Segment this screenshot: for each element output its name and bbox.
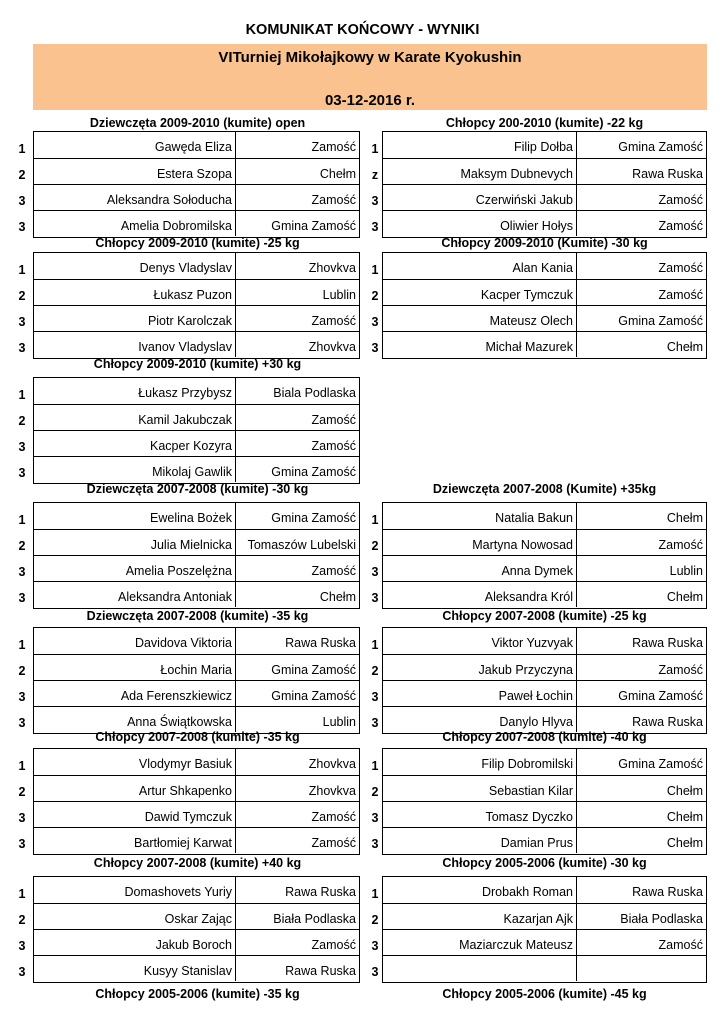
competitor-name: Ivanov Vladyslav	[34, 332, 236, 357]
club-name: Zamość	[658, 663, 703, 677]
results-table	[33, 502, 360, 609]
club-name	[577, 956, 706, 981]
competitor-name: Damian Prus	[383, 828, 577, 853]
club-name: Zhovkva	[308, 261, 356, 275]
club-name: Gmina Zamość	[618, 757, 703, 771]
results-table	[33, 627, 360, 734]
results-table	[33, 377, 360, 484]
place-number: 2	[18, 785, 26, 799]
club-name: Tomaszów Lubelski	[247, 538, 356, 552]
club-name: Zamość	[311, 836, 356, 850]
tournament-name: VITurniej Mikołajkowy w Karate Kyokushin	[218, 49, 522, 66]
competitor-name: Łukasz Puzon	[34, 280, 236, 305]
club-name: Rawa Ruska	[285, 964, 356, 978]
club-name: Chełm	[666, 810, 703, 824]
competitor-name: Tomasz Dyczko	[383, 802, 577, 827]
category-heading: Chłopcy 2005-2006 (kumite) -35 kg	[95, 987, 300, 1001]
club-name: Chełm	[319, 167, 356, 181]
competitor-name: Amelia Poszelężna	[34, 556, 236, 581]
place-number: 2	[18, 913, 26, 927]
club-name: Zamość	[658, 538, 703, 552]
table-row	[34, 749, 359, 775]
place-number: 3	[18, 965, 26, 979]
club-name: Gmina Zamość	[271, 219, 356, 233]
category-heading: Chłopcy 2005-2006 (kumite) -30 kg	[442, 856, 647, 870]
competitor-name: Kacper Kozyra	[34, 431, 236, 456]
results-table	[382, 627, 707, 734]
place-number: 1	[18, 513, 26, 527]
club-name: Zamość	[311, 314, 356, 328]
place-number: 2	[371, 664, 379, 678]
table-row	[383, 158, 706, 184]
club-name: Lublin	[322, 715, 356, 729]
category-heading: Dziewczęta 2007-2008 (kumite) -35 kg	[86, 609, 309, 623]
competitor-name: Danylo Hlyva	[383, 707, 577, 732]
place-number: 3	[18, 220, 26, 234]
competitor-name: Vlodymyr Basiuk	[34, 749, 236, 775]
table-row	[383, 827, 706, 853]
club-name: Zamość	[311, 938, 356, 952]
place-number: 3	[18, 315, 26, 329]
table-row	[34, 775, 359, 801]
club-name: Lublin	[322, 288, 356, 302]
table-row	[34, 305, 359, 331]
club-name: Zamość	[311, 564, 356, 578]
club-name: Gmina Zamość	[271, 511, 356, 525]
place-number: 3	[371, 315, 379, 329]
table-row	[383, 503, 706, 529]
table-row	[383, 132, 706, 158]
club-name: Zamość	[658, 288, 703, 302]
place-number: 3	[18, 440, 26, 454]
club-name: Rawa Ruska	[632, 715, 703, 729]
club-name: Zamość	[658, 261, 703, 275]
table-row	[383, 555, 706, 581]
table-row	[34, 529, 359, 555]
competitor-name: Ewelina Bożek	[34, 503, 236, 529]
tournament-date: 03-12-2016 r.	[324, 92, 416, 109]
place-number: 1	[371, 887, 379, 901]
table-row	[34, 456, 359, 482]
place-number: 1	[18, 759, 26, 773]
club-name: Zamość	[658, 193, 703, 207]
competitor-name: Mateusz Olech	[383, 306, 577, 331]
club-name: Gmina Zamość	[618, 140, 703, 154]
table-row	[383, 305, 706, 331]
results-table	[382, 748, 707, 855]
table-row	[34, 654, 359, 680]
club-name: Zhovkva	[308, 784, 356, 798]
club-name: Rawa Ruska	[285, 885, 356, 899]
table-row	[34, 378, 359, 404]
table-row	[383, 749, 706, 775]
table-row	[34, 903, 359, 929]
competitor-name: Viktor Yuzvyak	[383, 628, 577, 654]
table-row	[383, 279, 706, 305]
competitor-name: Aleksandra Sołoducha	[34, 185, 236, 210]
competitor-name: Bartłomiej Karwat	[34, 828, 236, 853]
results-table	[382, 502, 707, 609]
place-number: 2	[18, 414, 26, 428]
competitor-name: Aleksandra Antoniak	[34, 582, 236, 607]
club-name: Chełm	[666, 590, 703, 604]
competitor-name: Michał Mazurek	[383, 332, 577, 357]
club-name: Biała Podlaska	[620, 912, 703, 926]
category-heading: Chłopcy 2007-2008 (kumite) -25 kg	[442, 609, 647, 623]
place-number: 1	[18, 638, 26, 652]
competitor-name: Julia Mielnicka	[34, 530, 236, 555]
table-row	[34, 331, 359, 357]
place-number: 3	[18, 466, 26, 480]
place-number: 3	[371, 965, 379, 979]
competitor-name: Oskar Zając	[34, 904, 236, 929]
table-row	[383, 929, 706, 955]
competitor-name: Artur Shkapenko	[34, 776, 236, 801]
table-row	[383, 775, 706, 801]
place-number: 2	[371, 289, 379, 303]
place-number: 1	[371, 759, 379, 773]
competitor-name: Anna Dymek	[383, 556, 577, 581]
competitor-name: Piotr Karolczak	[34, 306, 236, 331]
table-row	[383, 210, 706, 236]
competitor-name: Kazarjan Ajk	[383, 904, 577, 929]
table-row	[34, 628, 359, 654]
club-name: Chełm	[666, 784, 703, 798]
competitor-name: Sebastian Kilar	[383, 776, 577, 801]
place-number: 2	[18, 539, 26, 553]
table-row	[34, 158, 359, 184]
table-row	[34, 955, 359, 981]
place-number: 3	[18, 837, 26, 851]
table-row	[34, 877, 359, 903]
place-number: 3	[18, 939, 26, 953]
place-number: 3	[18, 565, 26, 579]
club-name: Zamość	[658, 219, 703, 233]
place-number: 1	[18, 263, 26, 277]
table-row	[383, 331, 706, 357]
club-name: Gmina Zamość	[618, 314, 703, 328]
club-name: Chełm	[319, 590, 356, 604]
club-name: Rawa Ruska	[632, 636, 703, 650]
table-row	[34, 253, 359, 279]
category-heading: Dziewczęta 2007-2008 (kumite) -30 kg	[86, 482, 309, 496]
competitor-name: Alan Kania	[383, 253, 577, 279]
table-row	[34, 555, 359, 581]
category-heading: Chłopcy 2005-2006 (kumite) -45 kg	[442, 987, 647, 1001]
place-number: 3	[18, 341, 26, 355]
competitor-name: Dawid Tymczuk	[34, 802, 236, 827]
club-name: Lublin	[669, 564, 703, 578]
table-row	[34, 929, 359, 955]
table-row	[383, 801, 706, 827]
place-number: 2	[371, 539, 379, 553]
club-name: Rawa Ruska	[632, 885, 703, 899]
competitor-name: Martyna Nowosad	[383, 530, 577, 555]
place-number: 3	[371, 811, 379, 825]
competitor-name: Filip Dobromilski	[383, 749, 577, 775]
results-table	[382, 131, 707, 238]
results-table	[33, 252, 360, 359]
place-number: 3	[18, 690, 26, 704]
place-number: 3	[371, 837, 379, 851]
table-row	[383, 680, 706, 706]
table-row	[34, 132, 359, 158]
competitor-name: Kamil Jakubczak	[34, 405, 236, 430]
table-row	[383, 654, 706, 680]
club-name: Rawa Ruska	[285, 636, 356, 650]
place-number: z	[371, 168, 379, 182]
results-table	[382, 252, 707, 359]
competitor-name: Łukasz Przybysz	[34, 378, 236, 404]
place-number: 1	[371, 142, 379, 156]
competitor-name: Maksym Dubnevych	[383, 159, 577, 184]
competitor-name: Gawęda Eliza	[34, 132, 236, 158]
club-name: Zamość	[311, 810, 356, 824]
table-row	[34, 210, 359, 236]
table-row	[34, 801, 359, 827]
place-number: 1	[18, 142, 26, 156]
competitor-name: Kusyy Stanislav	[34, 956, 236, 981]
table-row	[34, 184, 359, 210]
club-name: Zamość	[311, 140, 356, 154]
competitor-name: Denys Vladyslav	[34, 253, 236, 279]
competitor-name: Domashovets Yuriy	[34, 877, 236, 903]
competitor-name: Oliwier Hołys	[383, 211, 577, 236]
place-number: 3	[18, 194, 26, 208]
place-number: 2	[18, 168, 26, 182]
club-name: Rawa Ruska	[632, 167, 703, 181]
club-name: Chełm	[666, 511, 703, 525]
competitor-name: Maziarczuk Mateusz	[383, 930, 577, 955]
results-table	[382, 876, 707, 983]
place-number: 3	[371, 341, 379, 355]
place-number: 3	[18, 811, 26, 825]
category-heading: Chłopcy 2009-2010 (kumite) +30 kg	[93, 357, 302, 371]
club-name: Biała Podlaska	[273, 912, 356, 926]
category-heading: Chłopcy 200-2010 (kumite) -22 kg	[445, 116, 644, 130]
table-row	[383, 706, 706, 732]
table-row	[34, 680, 359, 706]
club-name: Zamość	[311, 439, 356, 453]
competitor-name: Ada Ferenszkiewicz	[34, 681, 236, 706]
competitor-name: Jakub Boroch	[34, 930, 236, 955]
competitor-name: Czerwiński Jakub	[383, 185, 577, 210]
place-number: 2	[18, 664, 26, 678]
table-row	[34, 430, 359, 456]
category-heading: Chłopcy 2009-2010 (kumite) -25 kg	[95, 236, 300, 250]
place-number: 1	[18, 887, 26, 901]
table-row	[383, 628, 706, 654]
table-row	[34, 827, 359, 853]
competitor-name: Kacper Tymczuk	[383, 280, 577, 305]
table-row	[34, 706, 359, 732]
place-number: 3	[371, 565, 379, 579]
table-row	[383, 903, 706, 929]
competitor-name: Łochin Maria	[34, 655, 236, 680]
results-table	[33, 748, 360, 855]
place-number: 2	[371, 913, 379, 927]
table-row	[34, 581, 359, 607]
table-row	[383, 877, 706, 903]
competitor-name: Drobakh Roman	[383, 877, 577, 903]
table-row	[34, 279, 359, 305]
table-row	[34, 404, 359, 430]
club-name: Gmina Zamość	[271, 663, 356, 677]
club-name: Chełm	[666, 836, 703, 850]
table-row	[383, 581, 706, 607]
competitor-name: Jakub Przyczyna	[383, 655, 577, 680]
competitor-name: Estera Szopa	[34, 159, 236, 184]
place-number: 1	[371, 513, 379, 527]
place-number: 3	[371, 194, 379, 208]
competitor-name: Mikolaj Gawlik	[34, 457, 236, 482]
category-heading: Chłopcy 2007-2008 (kumite) -35 kg	[95, 730, 300, 744]
competitor-name: Amelia Dobromilska	[34, 211, 236, 236]
club-name: Gmina Zamość	[271, 465, 356, 479]
club-name: Gmina Zamość	[618, 689, 703, 703]
club-name: Zamość	[311, 413, 356, 427]
competitor-name: Anna Świątkowska	[34, 707, 236, 732]
place-number: 3	[371, 716, 379, 730]
category-heading: Dziewczęta 2009-2010 (kumite) open	[89, 116, 306, 130]
club-name: Chełm	[666, 340, 703, 354]
competitor-name: Aleksandra Król	[383, 582, 577, 607]
club-name: Zhovkva	[308, 340, 356, 354]
table-row	[34, 503, 359, 529]
place-number: 3	[371, 690, 379, 704]
place-number: 2	[18, 289, 26, 303]
table-row	[383, 253, 706, 279]
competitor-name: Paweł Łochin	[383, 681, 577, 706]
results-table	[33, 876, 360, 983]
category-heading: Chłopcy 2007-2008 (kumite) -40 kg	[442, 730, 647, 744]
place-number: 3	[371, 220, 379, 234]
competitor-name: Filip Dołba	[383, 132, 577, 158]
page-title: KOMUNIKAT KOŃCOWY - WYNIKI	[245, 22, 480, 38]
category-heading: Chłopcy 2009-2010 (Kumite) -30 kg	[441, 236, 648, 250]
table-row	[383, 955, 706, 981]
competitor-name: Davidova Viktoria	[34, 628, 236, 654]
place-number: 1	[371, 638, 379, 652]
club-name: Biala Podlaska	[273, 386, 356, 400]
place-number: 1	[18, 388, 26, 402]
category-heading: Chłopcy 2007-2008 (kumite) +40 kg	[93, 856, 302, 870]
results-table	[33, 131, 360, 238]
table-row	[383, 184, 706, 210]
competitor-name	[383, 956, 577, 981]
club-name: Zamość	[311, 193, 356, 207]
place-number: 3	[371, 591, 379, 605]
club-name: Gmina Zamość	[271, 689, 356, 703]
club-name: Zamość	[658, 938, 703, 952]
place-number: 1	[371, 263, 379, 277]
table-row	[383, 529, 706, 555]
place-number: 2	[371, 785, 379, 799]
competitor-name: Natalia Bakun	[383, 503, 577, 529]
place-number: 3	[18, 716, 26, 730]
place-number: 3	[371, 939, 379, 953]
category-heading: Dziewczęta 2007-2008 (Kumite) +35kg	[432, 482, 657, 496]
club-name: Zhovkva	[308, 757, 356, 771]
place-number: 3	[18, 591, 26, 605]
